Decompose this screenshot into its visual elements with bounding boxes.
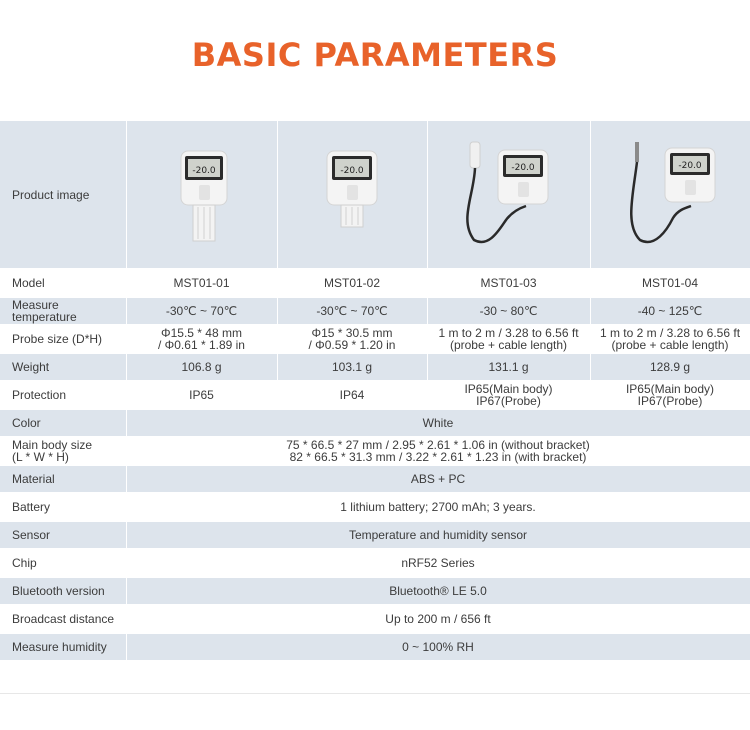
table-row <box>0 297 750 325</box>
lcd-reading: -20.0 <box>678 160 702 171</box>
cell-text-line: ABS + PC <box>410 472 466 486</box>
cell-text-line: nRF52 Series <box>401 556 475 570</box>
cell-text-line: MST01-01 <box>173 276 230 290</box>
spec-value-cell <box>427 381 590 409</box>
cell-text-line: IP67(Probe) <box>476 394 541 408</box>
cell-text-line: 82 * 66.5 * 31.3 mm / 3.22 * 2.61 * 1.23 in (with bracket) <box>289 450 587 464</box>
row-label <box>0 633 126 661</box>
device-mst01-04-image <box>615 140 725 250</box>
cell-text-line: 131.1 g <box>488 360 529 374</box>
spec-value-cell <box>427 325 590 353</box>
spec-value-cell <box>126 465 750 493</box>
cell-text-line: Model <box>12 276 45 290</box>
row-label: Product image <box>0 121 126 269</box>
spec-value-cell <box>590 381 750 409</box>
table-row <box>0 381 750 409</box>
cell-text-line: MST01-04 <box>641 276 699 290</box>
parameters-table <box>0 121 750 662</box>
cell-text-line: 128.9 g <box>649 360 691 374</box>
product-image-mst01-04 <box>590 121 750 269</box>
row-label <box>0 605 126 633</box>
row-label <box>0 521 126 549</box>
row-label <box>0 493 126 521</box>
cell-text-line: Measure humidity <box>12 640 107 654</box>
row-label <box>0 297 126 325</box>
table-row <box>0 437 750 465</box>
spec-value-cell <box>126 493 750 521</box>
spec-value-cell <box>126 605 750 633</box>
device-mst01-01-image <box>167 145 237 245</box>
cell-text-line: Material <box>12 472 55 486</box>
cell-text-line: Sensor <box>12 528 51 542</box>
table-row <box>0 465 750 493</box>
device-mst01-03-image <box>454 140 564 250</box>
table-row <box>0 353 750 381</box>
cell-text-line: temperature <box>12 310 77 324</box>
spec-value-cell <box>126 577 750 605</box>
cell-text-line: Temperature and humidity sensor <box>348 528 528 542</box>
cell-text-line: Main body size <box>12 438 93 452</box>
spec-value-cell <box>277 381 427 409</box>
table-bottom-border <box>0 693 750 694</box>
cell-text-line: (L * W * H) <box>12 450 69 464</box>
cell-text-line: Φ15 * 30.5 mm <box>311 326 393 340</box>
table-row <box>0 409 750 437</box>
cell-text-line: Measure <box>12 298 59 312</box>
spec-value-cell <box>277 353 427 381</box>
table-row <box>0 605 750 633</box>
cell-text-line: Up to 200 m / 656 ft <box>385 612 491 626</box>
device-mst01-02-image <box>317 145 387 245</box>
cell-text-line: IP67(Probe) <box>637 394 703 408</box>
table-row <box>0 325 750 353</box>
spec-value-cell <box>427 297 590 325</box>
cell-text-line: 1 m to 2 m / 3.28 to 6.56 ft <box>599 326 741 340</box>
cell-text-line: 75 * 66.5 * 27 mm / 2.95 * 2.61 * 1.06 in (without bracket) <box>286 438 590 452</box>
cell-text-line: IP65(Main body) <box>625 382 715 396</box>
row-label <box>0 577 126 605</box>
lcd-reading: -20.0 <box>191 165 216 176</box>
spec-value-cell <box>126 437 750 465</box>
cell-text-line: Protection <box>12 388 67 402</box>
cell-text-line: -40 ~ 125℃ <box>637 304 703 318</box>
cell-text-line: (probe + cable length) <box>611 338 729 352</box>
cell-text-line: White <box>422 416 454 430</box>
product-image-mst01-02 <box>277 121 427 269</box>
cell-text-line: 1 m to 2 m / 3.28 to 6.56 ft <box>438 326 579 340</box>
spec-value-cell <box>126 381 277 409</box>
spec-value-cell <box>126 353 277 381</box>
cell-text-line: -30 ~ 80℃ <box>479 304 538 318</box>
cell-text-line: IP65 <box>189 388 214 402</box>
table-row <box>0 521 750 549</box>
table-row <box>0 269 750 297</box>
spec-value-cell <box>277 297 427 325</box>
spec-value-cell <box>590 269 750 297</box>
spec-value-cell <box>590 353 750 381</box>
row-label <box>0 353 126 381</box>
cell-text-line: / Φ0.59 * 1.20 in <box>308 338 396 352</box>
cell-text-line: 103.1 g <box>331 360 373 374</box>
cell-text-line: Bluetooth® LE 5.0 <box>389 584 487 598</box>
spec-value-cell <box>126 409 750 437</box>
cell-text-line: 0 ~ 100% RH <box>402 640 474 654</box>
spec-value-cell <box>277 269 427 297</box>
lcd-reading: -20.0 <box>340 165 364 176</box>
spec-value-cell <box>427 269 590 297</box>
table-row <box>0 549 750 577</box>
spec-value-cell <box>126 297 277 325</box>
product-image-mst01-03 <box>427 121 590 269</box>
cell-text-line: IP64 <box>339 388 365 402</box>
product-image-row <box>0 121 750 269</box>
cell-text-line: Weight <box>12 360 50 374</box>
cell-text-line: Φ15.5 * 48 mm <box>161 326 242 340</box>
spec-value-cell <box>277 325 427 353</box>
row-label <box>0 269 126 297</box>
cell-text-line: 106.8 g <box>181 360 222 374</box>
spec-value-cell <box>126 521 750 549</box>
page-title: BASIC PARAMETERS <box>191 36 559 74</box>
cell-text-line: Broadcast distance <box>12 612 115 626</box>
table-row <box>0 493 750 521</box>
cell-text-line: Color <box>12 416 41 430</box>
table-row <box>0 577 750 605</box>
row-label <box>0 437 126 465</box>
row-label <box>0 381 126 409</box>
row-label <box>0 409 126 437</box>
cell-text-line: MST01-03 <box>480 276 537 290</box>
spec-value-cell <box>126 549 750 577</box>
cell-text-line: Probe size (D*H) <box>12 332 103 346</box>
product-image-mst01-01 <box>126 121 277 269</box>
cell-text-line: -30℃ ~ 70℃ <box>165 304 238 318</box>
spec-value-cell <box>427 353 590 381</box>
cell-text-line: 1 lithium battery; 2700 mAh; 3 years. <box>340 500 536 514</box>
spec-value-cell <box>126 633 750 661</box>
cell-text-line: -30℃ ~ 70℃ <box>316 304 388 318</box>
spec-value-cell <box>126 325 277 353</box>
spec-value-cell <box>590 297 750 325</box>
row-label <box>0 549 126 577</box>
cell-text-line: (probe + cable length) <box>449 338 568 352</box>
row-label <box>0 465 126 493</box>
cell-text-line: Chip <box>12 556 37 570</box>
lcd-reading: -20.0 <box>510 162 535 173</box>
table-row <box>0 633 750 661</box>
row-label <box>0 325 126 353</box>
cell-text-line: Battery <box>12 500 51 514</box>
cell-text-line: IP65(Main body) <box>464 382 553 396</box>
spec-value-cell <box>590 325 750 353</box>
spec-value-cell <box>126 269 277 297</box>
cell-text-line: MST01-02 <box>323 276 381 290</box>
cell-text-line: / Φ0.61 * 1.89 in <box>158 338 245 352</box>
cell-text-line: Bluetooth version <box>12 584 105 598</box>
